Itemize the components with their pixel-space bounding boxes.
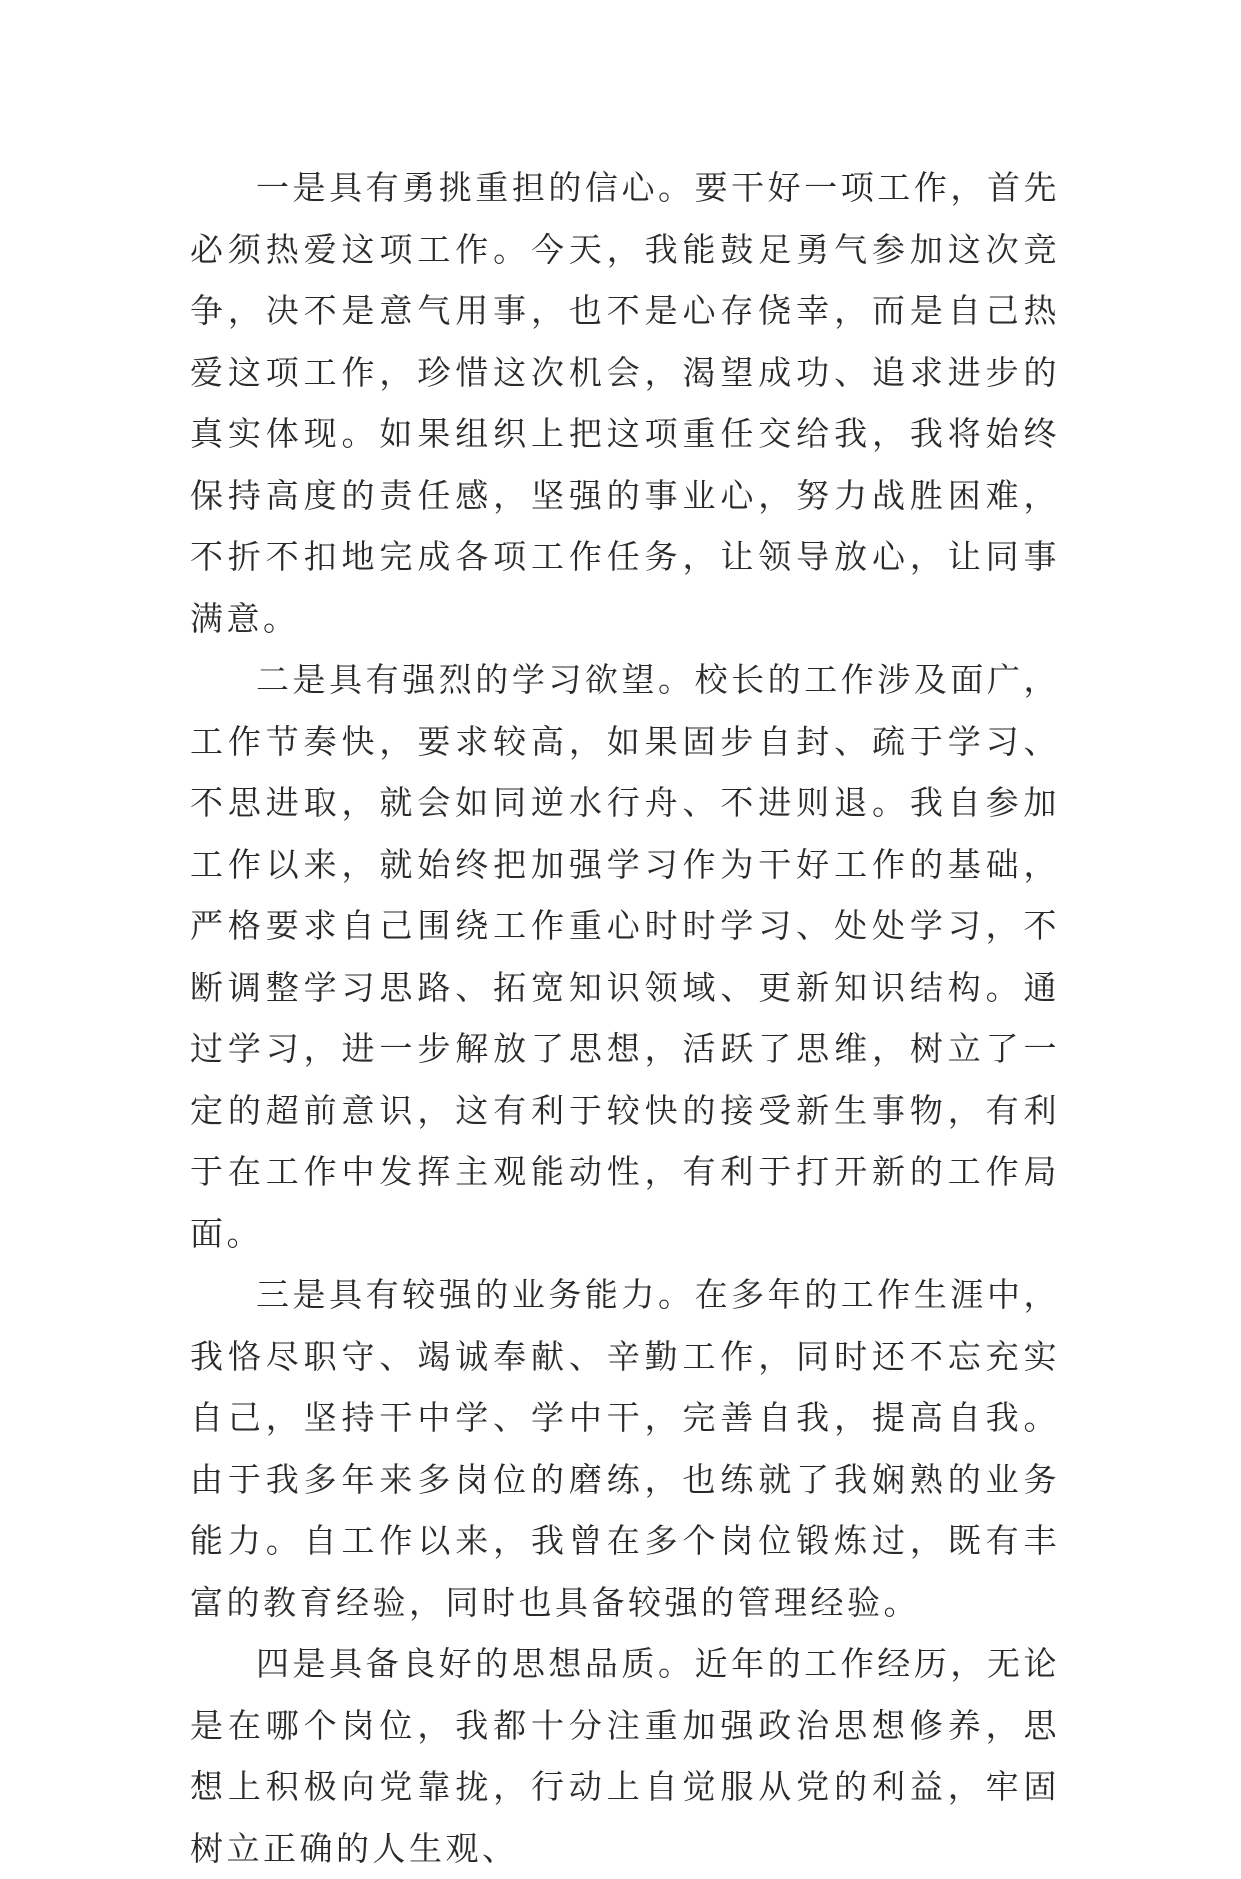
paragraph-ability: 三是具有较强的业务能力。在多年的工作生涯中，我恪尽职守、竭诚奉献、辛勤工作，同时还不忘充实自己，坚持干中学、学中干，完善自我，提高自我。由于我多年来多岗位的磨练，也练就了我娴熟的业务能力。自工作以来，我曾在多个岗位锻炼过，既有丰富的教育经验，同时也具备较强的管理经验。 — [190, 1275, 1060, 1622]
document-body — [190, 157, 1060, 1879]
paragraph-character: 四是具备良好的思想品质。近年的工作经历，无论是在哪个岗位，我都十分注重加强政治思想修养，思想上积极向党靠拢，行动上自觉服从党的利益，牢固树立正确的人生观、 — [190, 1644, 1060, 1868]
paragraph-learning: 二是具有强烈的学习欲望。校长的工作涉及面广，工作节奏快，要求较高，如果固步自封、疏于学习、不思进取，就会如同逆水行舟、不进则退。我自参加工作以来，就始终把加强学习作为干好工作的基础，严格要求自己围绕工作重心时时学习、处处学习，不断调整学习思路、拓宽知识领域、更新知识结构。通过学习，进一步解放了思想，活跃了思维，树立了一定的超前意识，这有利于较快的接受新生事物，有利于在工作中发挥主观能动性，有利于打开新的工作局面。 — [190, 660, 1060, 1253]
paragraph-confidence: 一是具有勇挑重担的信心。要干好一项工作，首先必须热爱这项工作。今天，我能鼓足勇气参加这次竞争，决不是意气用事，也不是心存侥幸，而是自己热爱这项工作，珍惜这次机会，渴望成功、追求进步的真实体现。如果组织上把这项重任交给我，我将始终保持高度的责任感，坚强的事业心，努力战胜困难，不折不扣地完成各项工作任务，让领导放心，让同事满意。 — [190, 168, 1060, 638]
